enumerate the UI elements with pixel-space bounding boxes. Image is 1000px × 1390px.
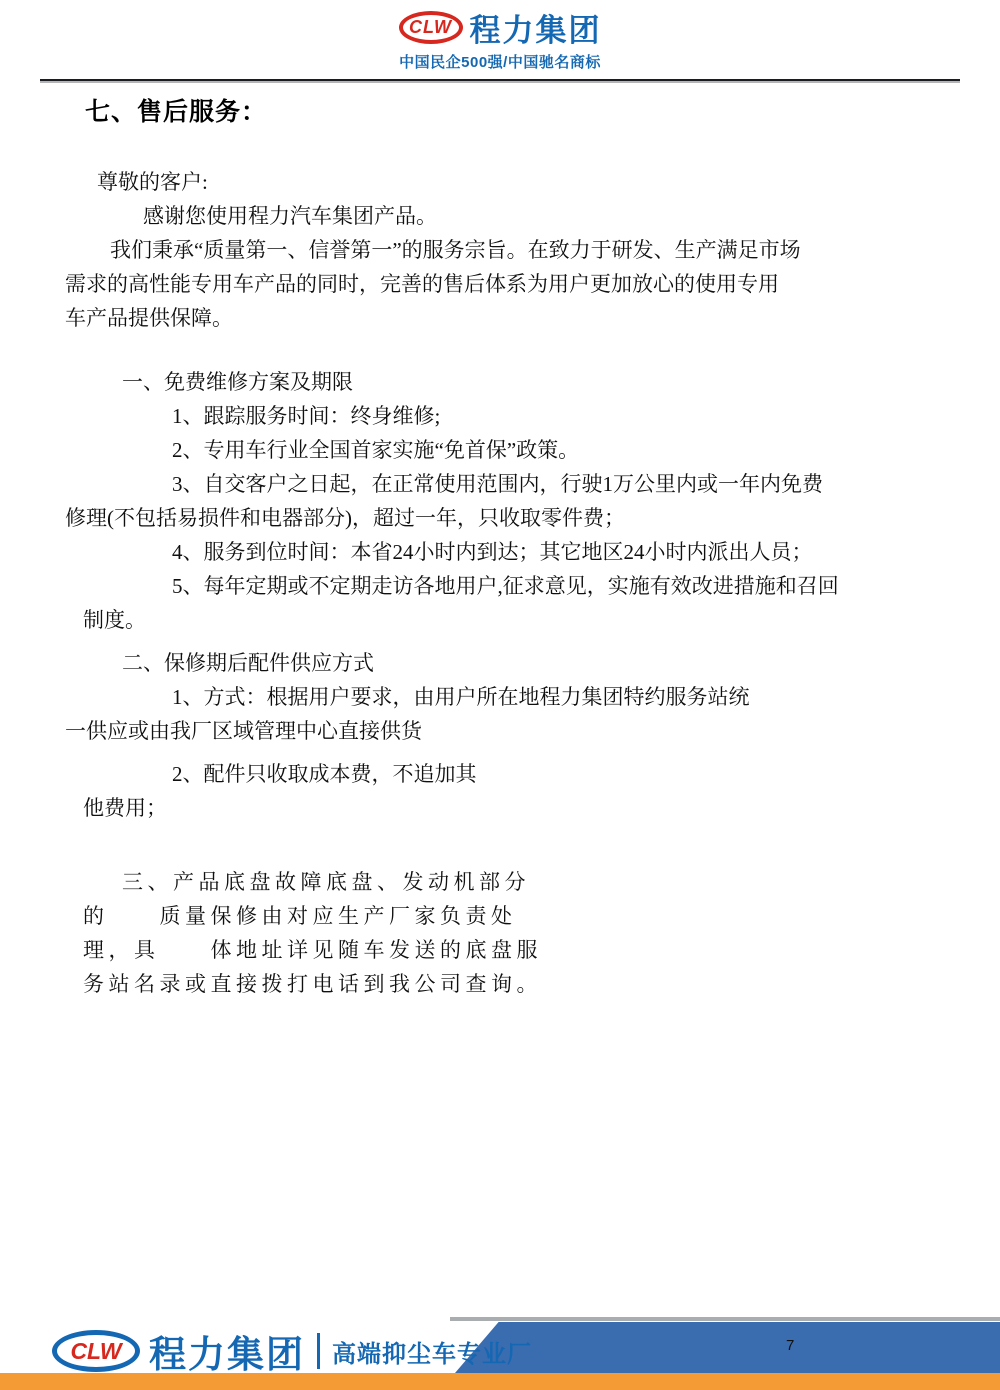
footer-gray-strip — [450, 1317, 1000, 1321]
page-title: 七、售后服务： — [85, 98, 268, 126]
text-line: 他费用； — [83, 796, 167, 820]
brand-name: 程力集团 — [469, 13, 602, 48]
page-number: 7 — [786, 1337, 795, 1354]
text-line: 1、跟踪服务时间：终身维修; — [172, 404, 441, 428]
text-line: 务站名录或直接拨打电话到我公司查询。 — [83, 972, 542, 996]
text-line: 修理(不包括易损件和电器部分)，超过一年，只收取零件费； — [65, 506, 625, 530]
footer-blue-band — [455, 1322, 1000, 1373]
text-line: 尊敬的客户: — [97, 170, 208, 194]
footer-logo-divider — [317, 1333, 320, 1369]
text-line: 的 质量保修由对应生产厂家负责处 — [83, 904, 517, 928]
text-line: 5、每年定期或不定期走访各地用户,征求意见，实施有效改进措施和召回 — [172, 574, 839, 598]
text-line: 感谢您使用程力汽车集团产品。 — [143, 204, 437, 228]
footer-logo — [52, 1328, 532, 1374]
text-line: 一、免费维修方案及期限 — [122, 370, 353, 394]
text-line: 1、方式：根据用户要求，由用户所在地程力集团特约服务站统 — [172, 685, 750, 709]
text-line: 一供应或由我厂区域管理中心直接供货 — [65, 719, 422, 743]
header-tagline: 中国民企500强/中国驰名商标 — [399, 54, 601, 71]
text-line: 需求的高性能专用车产品的同时，完善的售后体系为用户更加放心的使用专用 — [65, 272, 779, 296]
clw-oval-logo-icon: CLW — [399, 11, 463, 44]
text-line: 4、服务到位时间：本省24小时内到达；其它地区24小时内派出人员； — [172, 540, 813, 564]
text-line: 2、配件只收取成本费，不追加其 — [172, 762, 477, 786]
document-body — [0, 165, 1000, 1001]
text-line: 二、保修期后配件供应方式 — [122, 651, 374, 675]
text-line: 3、自交客户之日起，在正常使用范围内，行驶1万公里内或一年内免费 — [172, 472, 823, 496]
company-logo — [399, 5, 602, 50]
text-line: 制度。 — [83, 608, 146, 632]
text-line: 我们秉承“质量第一、信誉第一”的服务宗旨。在致力于研发、生产满足市场 — [110, 238, 801, 262]
header-divider — [40, 79, 960, 81]
text-line: 车产品提供保障。 — [65, 306, 233, 330]
text-line: 三、产品底盘故障底盘、发动机部分 — [122, 870, 530, 894]
clw-oval-logo-icon: CLW — [52, 1330, 140, 1372]
header — [0, 0, 1000, 81]
footer-slogan: 高端抑尘车专业厂 — [332, 1340, 532, 1368]
text-line: 理，具 体地址详见随车发送的底盘服 — [83, 938, 542, 962]
text-line: 2、专用车行业全国首家实施“免首保”政策。 — [172, 438, 580, 462]
footer-brand-name: 程力集团 — [149, 1334, 305, 1375]
